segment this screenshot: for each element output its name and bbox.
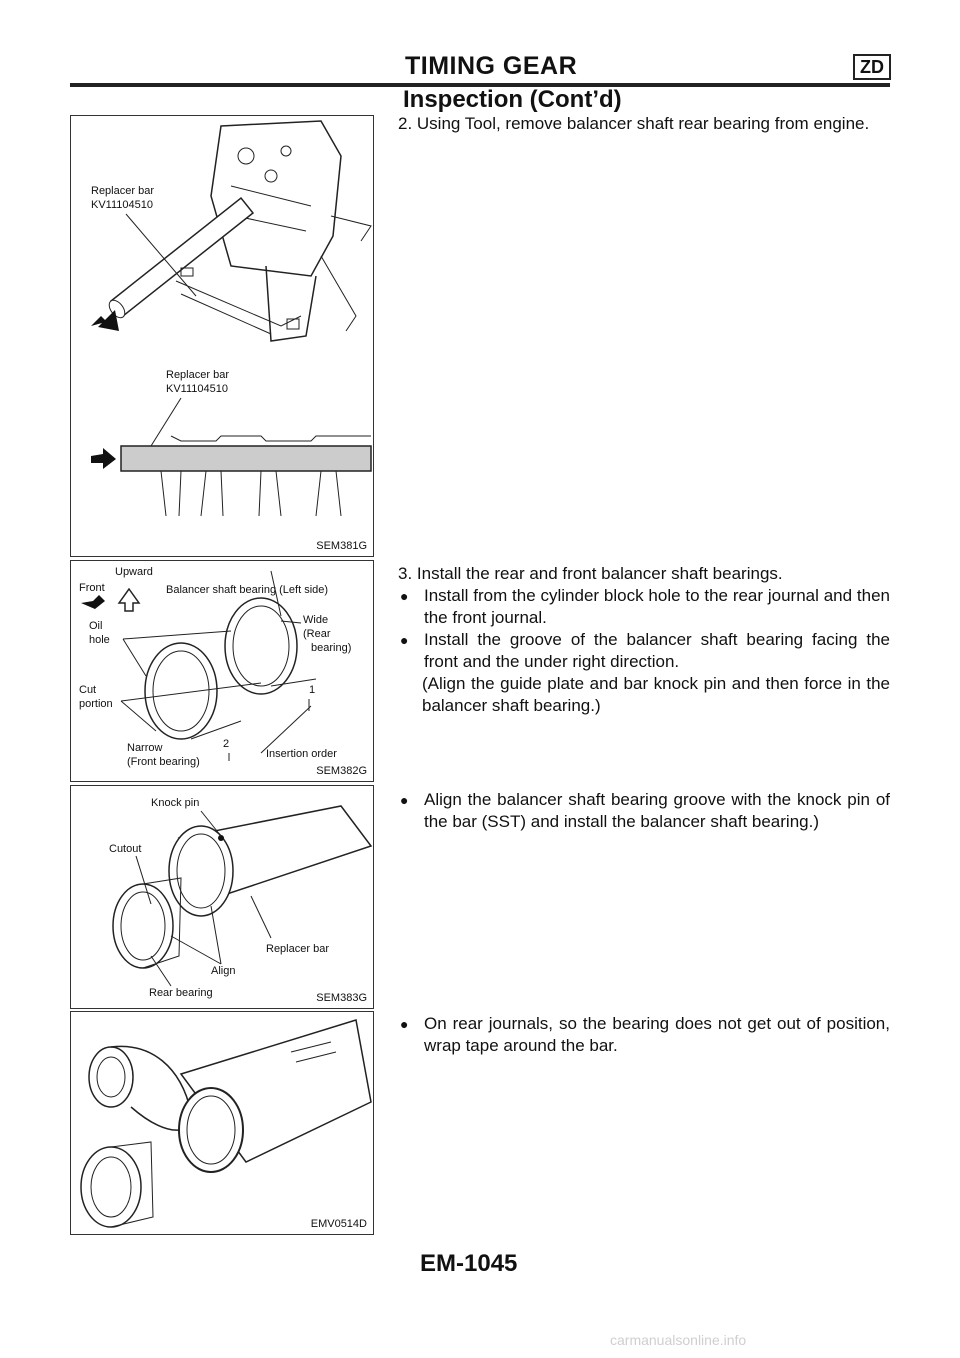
figure-code: SEM383G: [316, 992, 367, 1004]
header-title: TIMING GEAR: [405, 52, 578, 80]
svg-text:bearing): bearing): [311, 642, 352, 654]
bullet-item: [398, 585, 890, 629]
svg-text:Knock pin: Knock pin: [151, 797, 200, 809]
step-2: [398, 113, 890, 135]
engine-badge: ZD: [853, 54, 891, 80]
svg-text:(Rear: (Rear: [303, 628, 331, 640]
bullet-icon: ●: [400, 588, 409, 604]
svg-text:Front: Front: [79, 582, 105, 594]
bullet-icon: ●: [400, 632, 409, 648]
svg-text:Narrow: Narrow: [127, 742, 163, 754]
svg-text:Balancer shaft bearing (Left s: Balancer shaft bearing (Left side): [166, 584, 329, 596]
bullet-item: [398, 789, 890, 833]
step-2-text: 2. Using Tool, remove balancer shaft rear bearing from engine.: [398, 114, 870, 133]
bullet-text: On rear journals, so the bearing does not get out of position, wrap tape around the bar.: [424, 1014, 890, 1055]
svg-text:Align: Align: [211, 965, 236, 977]
svg-text:Cutout: Cutout: [109, 843, 142, 855]
svg-text:Wide: Wide: [303, 614, 329, 626]
figure-sem381g: [70, 115, 374, 557]
svg-text:Cut: Cut: [79, 684, 97, 696]
bullet-text: Install the groove of the balancer shaft bearing facing the front and the under right direction.: [424, 630, 890, 671]
step-3-text: 3. Install the rear and front balancer shaft bearings.: [398, 564, 783, 583]
figure-code: SEM381G: [316, 540, 367, 552]
step-tape-block: [398, 1013, 890, 1057]
svg-text:2: 2: [223, 738, 230, 750]
figure-sem383g: [70, 785, 374, 1009]
illustration-balancer-bearings: [71, 561, 373, 781]
watermark: carmanualsonline.info: [610, 1332, 747, 1348]
svg-text:Replacer bar: Replacer bar: [166, 369, 229, 381]
bullet-item: [398, 1013, 890, 1057]
bullet-icon: ●: [400, 792, 409, 808]
figure-sem382g: [70, 560, 374, 782]
svg-text:KV11104510: KV11104510: [166, 383, 228, 395]
page-number: EM-1045: [420, 1250, 518, 1277]
bullet-text: Install from the cylinder block hole to the rear journal and then the front journal.: [424, 586, 890, 627]
svg-text:(Front bearing): (Front bearing): [127, 756, 200, 768]
svg-text:Rear bearing: Rear bearing: [149, 987, 213, 999]
svg-text:Replacer bar: Replacer bar: [91, 185, 154, 197]
svg-text:portion: portion: [79, 698, 113, 710]
bullet-note: (Align the guide plate and bar knock pin and then force in the balancer shaft bearing.): [422, 674, 890, 715]
illustration-knock-pin-alignment: [71, 786, 373, 1008]
bullet-icon: ●: [400, 1016, 409, 1032]
figure-code: EMV0514D: [310, 1218, 367, 1230]
svg-text:Oil: Oil: [89, 620, 103, 632]
figure-code: SEM382G: [316, 765, 367, 777]
step-align-block: [398, 789, 890, 833]
svg-text:Insertion order: Insertion order: [266, 748, 337, 760]
figure-emv0514d: [70, 1011, 374, 1235]
svg-text:hole: hole: [89, 634, 110, 646]
step-3-block: [398, 563, 890, 717]
svg-text:Upward: Upward: [115, 566, 153, 578]
bullet-text: Align the balancer shaft bearing groove with the knock pin of the bar (SST) and install the balancer shaft bearing.): [424, 790, 890, 831]
svg-text:1: 1: [309, 684, 316, 696]
svg-text:KV11104510: KV11104510: [91, 199, 153, 211]
illustration-replacer-bar: [71, 116, 373, 556]
illustration-tape-wrap: [71, 1012, 373, 1234]
section-title: Inspection (Cont’d): [403, 86, 622, 113]
bullet-item: [398, 629, 890, 673]
svg-text:Replacer bar: Replacer bar: [266, 943, 329, 955]
